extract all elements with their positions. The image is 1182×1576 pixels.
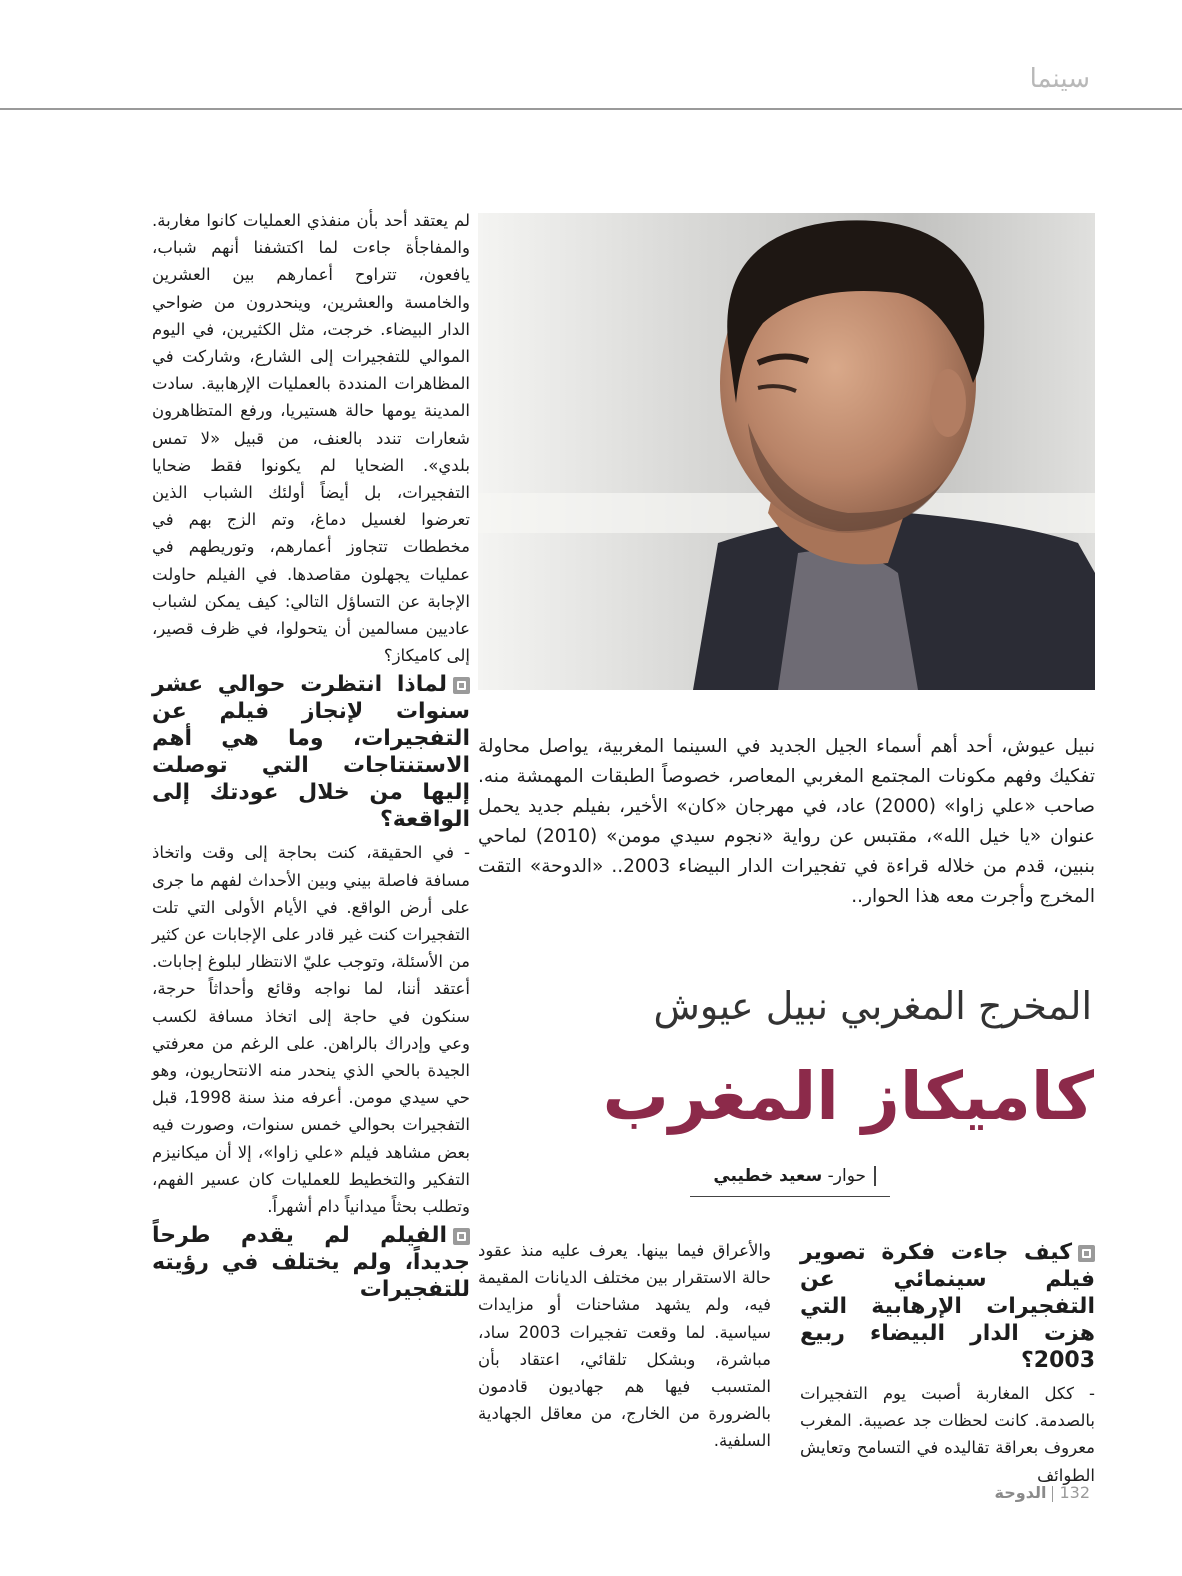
footer-divider <box>1052 1486 1053 1502</box>
intro-paragraph: نبيل عيوش، أحد أهم أسماء الجيل الجديد في السينما المغربية، يواصل محاولة تفكيك وفهم مكونات المجتمع المغربي المعاصر، خصوصاً الطبقات المهمشة منه. صاحب «علي زاوا» (2000) عاد، في مهرجان «كان» الأخير، بفيلم جديد يحمل عنوان «يا خيل الله»، مقتبس عن رواية «نجوم سيدي مومن» (2010) لماحي بنبين، قدم من خلاله قراءة في تفجيرات الدار البيضاء 2003.. «الدوحة» التقت المخرج وأجرت معه هذا الحوار.. <box>478 736 1095 907</box>
byline-rule <box>690 1196 890 1197</box>
section-tag: سينما <box>1029 64 1090 94</box>
question-text: لماذا انتظرت حوالي عشر سنوات لإنجاز فيلم عن التفجيرات، وما هي أهم الاستنتاجات التي توصلت إليها من خلال عودتك إلى الواقعة؟ <box>152 672 470 833</box>
page-number: 132 <box>1059 1483 1090 1502</box>
intro-text <box>478 732 1095 912</box>
magazine-name: الدوحة <box>994 1483 1047 1502</box>
question-icon <box>453 1228 470 1245</box>
byline <box>713 1166 876 1186</box>
portrait-illustration <box>478 213 1095 690</box>
page-footer <box>995 1483 1090 1502</box>
question <box>800 1239 1095 1374</box>
column-right <box>800 1237 1095 1489</box>
portrait-photo <box>478 213 1095 690</box>
byline-label: حوار- <box>827 1166 866 1186</box>
question-icon <box>1078 1245 1095 1262</box>
paragraph: لم يعتقد أحد بأن منفذي العمليات كانوا مغاربة. والمفاجأة جاءت لما اكتشفنا أنهم شباب، يافعون، تتراوح أعمارهم بين العشرين والخامسة والعشرين، وينحدرون من ضواحي الدار البيضاء. خرجت، مثل الكثيرين، في اليوم الموالي للتفجيرات إلى الشارع، وشاركت في المظاهرات المنددة بالعمليات الإرهابية. سادت المدينة يومها حالة هستيريا، ورفع المتظاهرون شعارات تندد بالعنف، من قبيل «لا تمس بلدي». الضحايا لم يكونوا فقط ضحايا التفجيرات، بل أيضاً أولئك الشباب الذين تعرضوا لغسيل دماغ، وتم الزج بهم في مخططات تتجاوز أعمارهم، وتوريطهم في عمليات يجهلون مقاصدها. في الفيلم حاولت الإجابة عن التساؤل التالي: كيف يمكن لشباب عاديين مسالمين أن يتحولوا، في ظرف قصير، إلى كاميكاز؟ <box>152 211 470 666</box>
column-middle <box>478 1237 771 1455</box>
question-text: كيف جاءت فكرة تصوير فيلم سينمائي عن التفجيرات الإرهابية التي هزت الدار البيضاء ربيع 2003؟ <box>800 1240 1095 1373</box>
article-subtitle: المخرج المغربي نبيل عيوش <box>653 984 1092 1028</box>
question <box>152 671 470 833</box>
column-left <box>152 207 470 1309</box>
question <box>152 1222 470 1303</box>
paragraph: - في الحقيقة، كنت بحاجة إلى وقت واتخاذ مسافة فاصلة بيني وبين الأحداث لفهم ما جرى على أرض الواقع. في الأيام الأولى التي تلت التفجيرات كنت غير قادر على الإجابات عن كثير من الأسئلة، وتوجب عليّ الانتظار لبلوغ إجابات. أعتقد أننا، لما نواجه وقائع وأحداثاً حرجة، سنكون في حاجة إلى اتخاذ مسافة لكسب وعي وإدراك بالراهن. على الرغم من معرفتي الجيدة بالحي الذي ينحدر منه الانتحاريون، وهو حي سيدي مومن. أعرفه منذ سنة 1998، قبل التفجيرات بحوالي خمس سنوات، وصورت فيه بعض مشاهد فيلم «علي زاوا»، إلا أن ميكانيزم التفكير والتخطيط للعمليات كان عسير الفهم، وتطلب بحثاً ميدانياً دام أشهراً. <box>152 843 470 1217</box>
paragraph: - ككل المغاربة أصبت يوم التفجيرات بالصدمة. كانت لحظات جد عصيبة. المغرب معروف بعراقة تقاليده في التسامح وتعايش الطوائف <box>800 1384 1095 1485</box>
article-title: كاميكاز المغرب <box>602 1058 1094 1135</box>
question-icon <box>453 677 470 694</box>
header-rule <box>0 108 1182 110</box>
paragraph: والأعراق فيما بينها. يعرف عليه منذ عقود حالة الاستقرار بين مختلف الديانات المقيمة فيه، ولم يشهد مشاحنات أو مزايدات سياسية. لما وقعت تفجيرات 2003 ساد، مباشرة، وبشكل تلقائي، اعتقاد بأن المتسبب فيها هم جهاديون قادمون بالضرورة من الخارج، من معاقل الجهادية السلفية. <box>478 1241 771 1451</box>
question-text: الفيلم لم يقدم طرحاً جديداً، ولم يختلف في رؤيته للتفجيرات <box>152 1223 470 1303</box>
byline-author: سعيد خطيبي <box>713 1166 823 1186</box>
